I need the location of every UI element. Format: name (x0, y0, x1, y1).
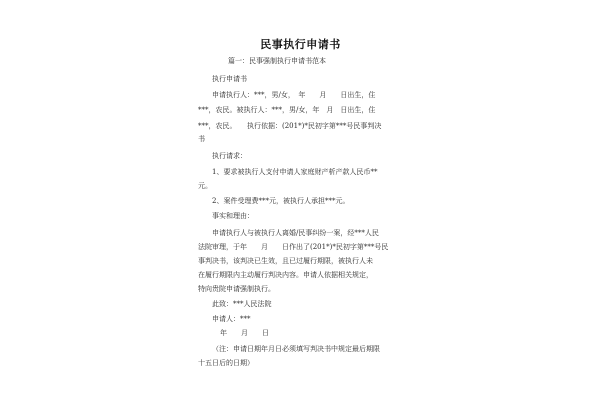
body-line: 申请人：*** (212, 315, 251, 323)
body-line: 执行请求： (212, 152, 247, 160)
body-line: 在履行期限内主动履行判决内容。申请人依据相关规定， (198, 271, 373, 279)
body-line: 十五日后的日期） (198, 359, 254, 367)
body-line: 法院审理，于年 月 日作出了(201*)*民初字第***号民 (198, 243, 389, 251)
body-line: ***，农民。 执行依据：(201*)*民初字第***号民事判决 (198, 122, 382, 130)
body-line: 年 月 日 (220, 329, 269, 337)
body-line: 特向贵院申请强制执行。 (198, 285, 275, 293)
body-line: 此致：***人民法院 (212, 300, 272, 308)
body-line: 事实和理由： (212, 212, 254, 220)
body-line: 2、案件受理费***元，被执行人承担***元。 (212, 197, 350, 205)
subtitle-line: 篇一：民事强制执行申请书范本 (228, 57, 326, 65)
body-line: 元。 (198, 182, 212, 190)
body-line: 事判决书，该判决已生效，且已过履行期限，被执行人未 (198, 257, 373, 265)
body-line: ***，农民。被执行人：***，男/女，年 月 日出生，住 (198, 106, 376, 114)
body-line: （注：申请日期年月日必须填写判决书中规定最后期限 (212, 345, 380, 353)
body-line: 申请执行人：***，男/女， 年 月 日出生，住 (212, 91, 376, 99)
body-line: 书 (198, 135, 205, 143)
document-title: 民事执行申请书 (260, 38, 341, 51)
body-line: 申请执行人与被执行人离婚/民事纠纷一案，经***人民 (212, 229, 379, 237)
body-line: 1、要求被执行人支付申请人家庭财产析产款人民币** (212, 168, 378, 176)
body-line: 执行申请书 (212, 75, 247, 83)
